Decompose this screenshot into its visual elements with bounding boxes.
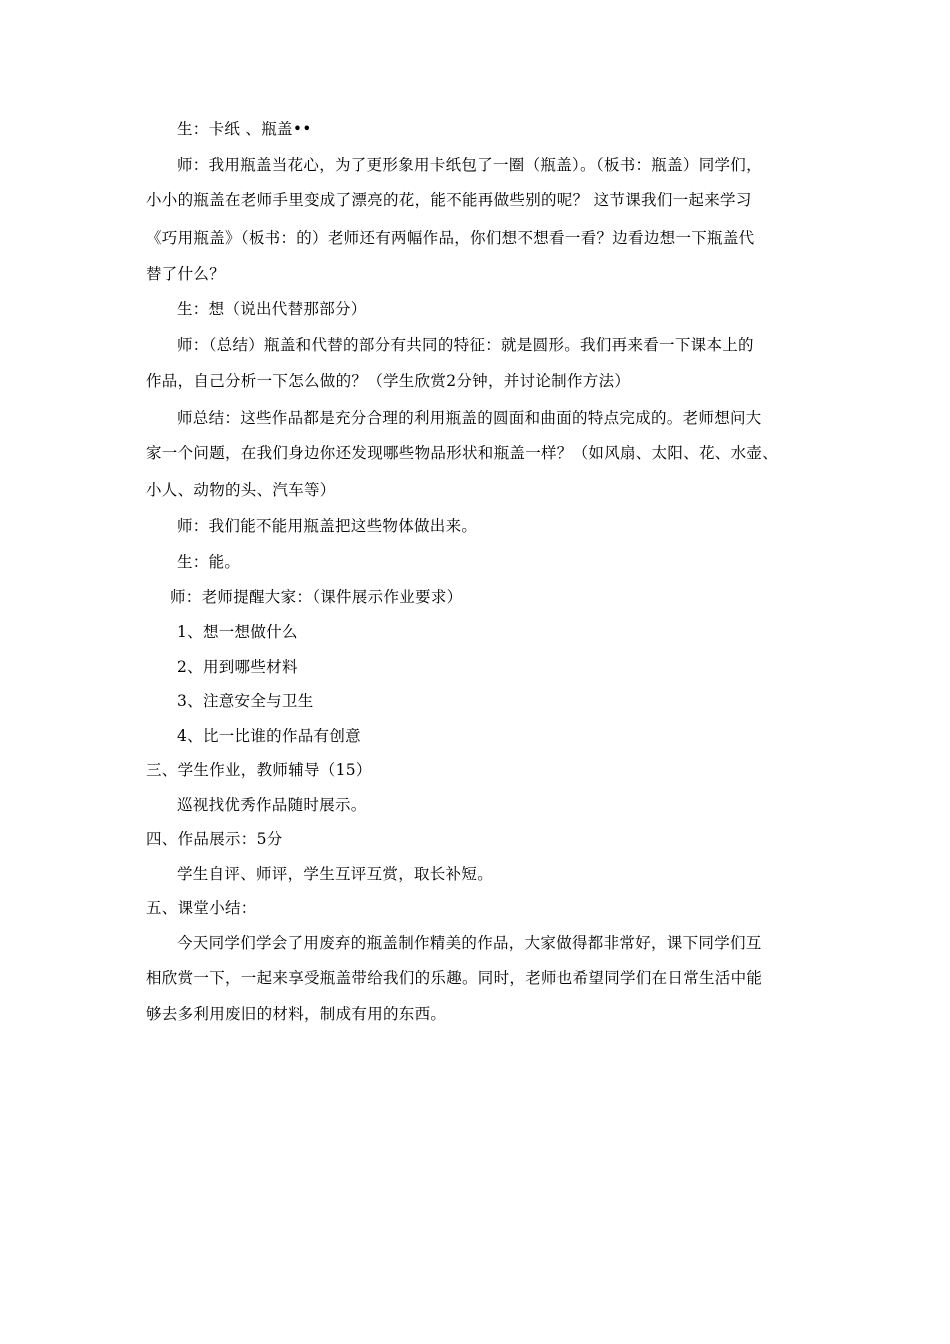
text-line: 《巧用瓶盖》（板书：的）老师还有两幅作品，你们想不想看一看？边看边想一下瓶盖代 <box>146 229 755 247</box>
list-item-4: 4、比一比谁的作品有创意 <box>177 727 361 745</box>
text-line: 师总结：这些作品都是充分合理的利用瓶盖的圆面和曲面的特点完成的。老师想问大 <box>177 409 762 427</box>
text-line: 相欣赏一下，一起来享受瓶盖带给我们的乐趣。同时，老师也希望同学们在日常生活中能 <box>146 969 763 987</box>
text-line: 师：我用瓶盖当花心，为了更形象用卡纸包了一圈（瓶盖）。（板书：瓶盖）同学们， <box>177 156 762 174</box>
text-line-student-materials: 生：卡纸 、瓶盖•• <box>177 120 312 138</box>
text-line: 生：能。 <box>177 553 241 571</box>
text-line: 家一个问题，在我们身边你还发现哪些物品形状和瓶盖一样？（如风扇、太阳、花、水壶、 <box>146 444 779 462</box>
list-item-2: 2、用到哪些材料 <box>177 658 298 676</box>
section-heading-4: 四、作品展示：5分 <box>146 830 283 848</box>
text-line: 师：（总结）瓶盖和代替的部分有共同的特征：就是圆形。我们再来看一下课本上的 <box>177 336 754 354</box>
text-line: 师：老师提醒大家：（课件展示作业要求） <box>170 588 463 606</box>
list-item-1: 1、想一想做什么 <box>177 623 298 641</box>
text-line: 够去多利用废旧的材料，制成有用的东西。 <box>146 1005 447 1023</box>
text-line: 学生自评、师评，学生互评互赏，取长补短。 <box>177 865 494 883</box>
text-line: 小小的瓶盖在老师手里变成了漂亮的花，能不能再做些别的呢？ 这节课我们一起来学习 <box>146 191 752 209</box>
text-line: 小人、动物的头、汽车等） <box>146 481 336 499</box>
section-heading-5: 五、课堂小结： <box>146 899 257 917</box>
text-line: 今天同学们学会了用废弃的瓶盖制作精美的作品，大家做得都非常好，课下同学们互 <box>177 934 762 952</box>
text-line: 巡视找优秀作品随时展示。 <box>177 796 367 814</box>
text-line: 替了什么？ <box>146 265 226 283</box>
text-line: 作品，自己分析一下怎么做的？（学生欣赏2分钟，并讨论制作方法） <box>146 372 631 390</box>
section-heading-3: 三、学生作业，教师辅导（15） <box>146 761 372 779</box>
list-item-3: 3、注意安全与卫生 <box>177 692 314 710</box>
text-line: 师：我们能不能用瓶盖把这些物体做出来。 <box>177 517 478 535</box>
text-line: 生：想（说出代替那部分） <box>177 300 367 318</box>
